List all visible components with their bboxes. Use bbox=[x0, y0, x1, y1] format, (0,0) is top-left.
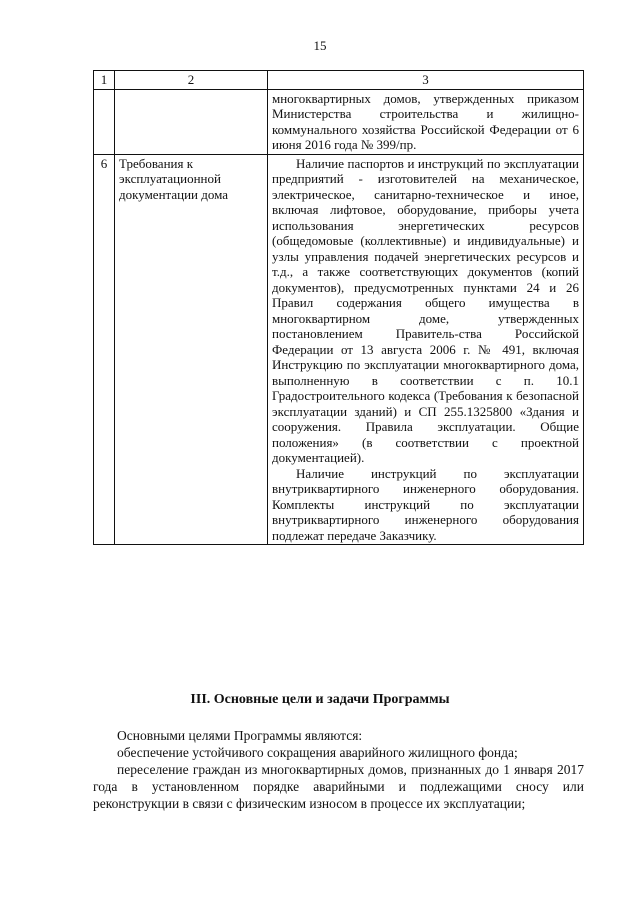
section-heading: III. Основные цели и задачи Программы bbox=[190, 692, 450, 707]
section-body bbox=[93, 727, 584, 812]
requirements-table bbox=[93, 70, 584, 545]
table-header-row bbox=[94, 71, 584, 90]
body-paragraph: обеспечение устойчивого сокращения аварийного жилищного фонда; bbox=[117, 745, 518, 760]
row-number-cell bbox=[94, 89, 115, 154]
body-paragraph: переселение граждан из многоквартирных домов, признанных до 1 января 2017 года в установленном порядке аварийными и подлежащими сносу или реконструкции в связи с физическим износом в процессе их эксплуатации; bbox=[93, 762, 584, 811]
body-paragraph: Основными целями Программы являются: bbox=[117, 728, 363, 743]
row-name-cell bbox=[115, 89, 268, 154]
header-cell-3: 3 bbox=[268, 71, 584, 90]
row-description-cell bbox=[268, 154, 584, 545]
header-cell-1: 1 bbox=[94, 71, 115, 90]
table-row bbox=[94, 89, 584, 154]
row-number-cell: 6 bbox=[94, 154, 115, 545]
row-description-cell: многоквартирных домов, утвержденных приказом Министерства строительства и жилищно-коммунального хозяйства Российской Федерации от 6 июня 2016 года № 399/пр. bbox=[268, 89, 584, 154]
page-number: 15 bbox=[313, 38, 327, 53]
description-paragraph: Наличие инструкций по эксплуатации внутриквартирного инженерного оборудования. Комплекты инструкций по эксплуатации внутриквартирного инженерного оборудования подлежат передаче Заказчику. bbox=[272, 465, 579, 543]
row-name-cell: Требования к эксплуатационной документации дома bbox=[115, 154, 268, 545]
table-row bbox=[94, 154, 584, 545]
header-cell-2: 2 bbox=[115, 71, 268, 90]
description-paragraph: Наличие паспортов и инструкций по эксплуатации предприятий - изготовителей на механическое, электрическое, санитарно-техническое и иное, включая лифтовое, оборудование, приборы учета использования энергетических ресурсов (общедомовые (коллективные) и индивидуальные) и узлы управления подачей энергетических ресурсов и т.д., а также соответствующих документов (копий документов), предусмотренных пунктами 24 и 26 Правил содержания общего имущества в многоквартирном доме, утвержденных постановлением Правитель-ства Российской Федерации от 13 августа 2006 г. № 491, включая Инструкцию по эксплуатации многоквартирного дома, выполненную в соответствии с п. 10.1 Градостроительного кодекса (Требования к безопасной эксплуатации зданий) и СП 255.1325800 «Здания и сооружения. Правила эксплуатации. Общие положения» (в соответствии с проектной документацией). bbox=[272, 155, 579, 465]
